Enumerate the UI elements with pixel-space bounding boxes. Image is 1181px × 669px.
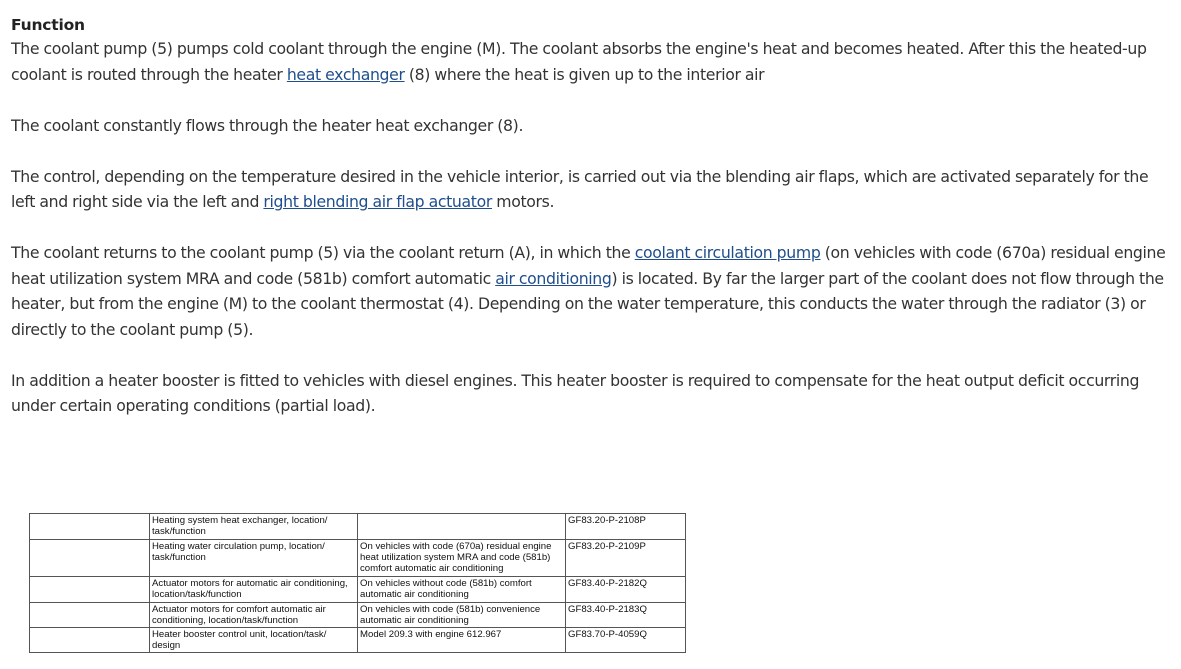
paragraph-text: The control, depending on the temperature desired in the vehicle interior, is carried out via the blending air flaps, which are activated separately for the left and right side via the left and [11, 166, 1149, 211]
table-cell-reference[interactable]: GF83.40-P-2182Q [566, 577, 686, 603]
reference-table [29, 513, 686, 653]
table-cell-title: Actuator motors for automatic air conditioning, location/task/function [150, 577, 358, 603]
table-cell-condition [358, 514, 566, 540]
table-cell-condition: On vehicles with code (670a) residual engine heat utilization system MRA and code (581b) comfort automatic air conditioning [358, 540, 566, 577]
coolant-circulation-pump-link[interactable]: coolant circulation pump [634, 243, 821, 262]
blending-air-flap-actuator-link[interactable]: right blending air flap actuator [263, 192, 492, 211]
table-cell-condition: On vehicles with code (581b) convenience automatic air conditioning [358, 603, 566, 628]
paragraph-text: The coolant constantly flows through the heater heat exchanger (8). [11, 115, 524, 135]
table-cell-reference[interactable]: GF83.40-P-2183Q [566, 603, 686, 628]
table-cell-blank [30, 603, 150, 628]
paragraph-text: ) is located. By far the larger part of the coolant does not flow through the heater, but from the engine (M) to the coolant thermostat (4). Depending on the water temperature, this conducts the water through the radiator (3) or directly to the coolant pump (5). [11, 268, 1164, 339]
table-cell-blank [30, 577, 150, 603]
table-cell-reference[interactable]: GF83.20-P-2108P [566, 514, 686, 540]
table-cell-blank [30, 540, 150, 577]
table-cell-blank [30, 628, 150, 653]
table-row [30, 603, 686, 628]
table-row [30, 514, 686, 540]
heat-exchanger-link[interactable]: heat exchanger [286, 64, 405, 84]
table-cell-condition: Model 209.3 with engine 612.967 [358, 628, 566, 653]
paragraph-text: In addition a heater booster is fitted to vehicles with diesel engines. This heater booster is required to compensate for the heat output deficit occurring under certain operating conditions (partial load). [11, 370, 1140, 415]
table-cell-title: Heating water circulation pump, location/ task/function [150, 540, 358, 577]
table-cell-blank [30, 514, 150, 540]
paragraph-text: motors. [491, 192, 555, 211]
section-heading: Function [11, 16, 85, 34]
paragraph-text: The coolant returns to the coolant pump (5) via the coolant return (A), in which the [11, 243, 635, 262]
table-cell-title: Heating system heat exchanger, location/ task/function [150, 514, 358, 540]
table-row [30, 577, 686, 603]
paragraph-heater-booster [11, 368, 1171, 419]
paragraph-control [11, 164, 1171, 215]
table-cell-reference[interactable]: GF83.70-P-4059Q [566, 628, 686, 653]
table-cell-title: Actuator motors for comfort automatic air conditioning, location/task/function [150, 603, 358, 628]
paragraph-coolant-return [11, 240, 1171, 342]
paragraph-text: (8) where the heat is given up to the interior air [404, 64, 765, 84]
table-cell-reference[interactable]: GF83.20-P-2109P [566, 540, 686, 577]
paragraph-constant-flow [11, 113, 1171, 139]
air-conditioning-link[interactable]: air conditioning [495, 268, 612, 288]
paragraph-text: (on vehicles with code (670a) residual engine heat utilization system MRA and code (581b) comfort automatic [11, 243, 1166, 288]
table-row [30, 540, 686, 577]
document-body [11, 14, 1171, 444]
table-cell-title: Heater booster control unit, location/task/ design [150, 628, 358, 653]
table-cell-condition: On vehicles without code (581b) comfort automatic air conditioning [358, 577, 566, 603]
table-row [30, 628, 686, 653]
paragraph-coolant-pump [11, 36, 1171, 87]
paragraph-text: The coolant pump (5) pumps cold coolant through the engine (M). The coolant absorbs the engine's heat and becomes heated. After this the heated-up coolant is routed through the heater [11, 39, 1147, 84]
